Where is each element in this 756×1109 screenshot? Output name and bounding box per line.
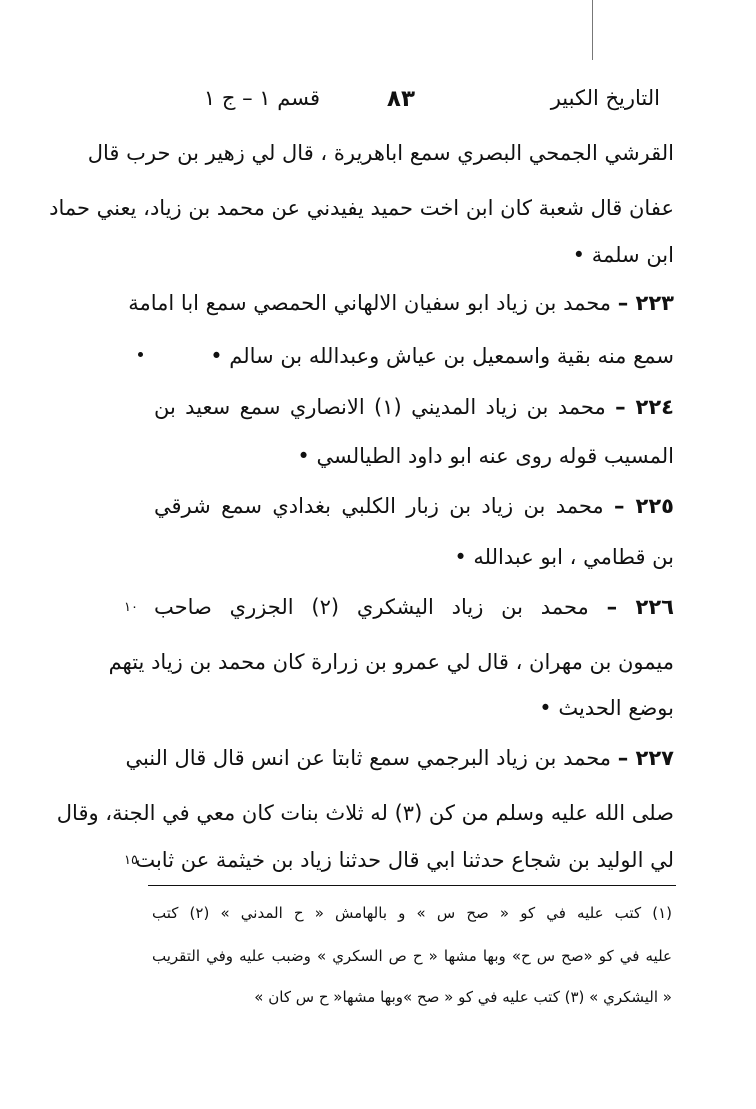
footnote-line: (١) كتب عليه في كو « صح س » و بالهامش « ح المدني » (٢) كتب [152, 904, 672, 922]
text-line: عفان قال شعبة كان ابن اخت حميد يفيدني عن محمد بن زياد، يعني حماد [49, 196, 674, 220]
entry-text: محمد بن زياد ابو سفيان الالهاني الحمصي سمع ابا امامة [128, 291, 612, 315]
entry-number: ٢٢٤ – [615, 395, 674, 419]
margin-dot [138, 352, 143, 357]
text-line: المسيب قوله روى عنه ابو داود الطيالسي • [297, 444, 674, 468]
entry-text: محمد بن زياد بن زبار الكلبي بغدادي سمع شرقي [154, 494, 604, 518]
entry-224 [154, 392, 674, 422]
margin-line-number: ١٠ [124, 600, 138, 615]
text-line: ابن سلمة • [572, 243, 674, 267]
entry-number: ٢٢٦ – [606, 595, 674, 619]
scan-artifact-line [592, 0, 595, 60]
header-book-title: التاريخ الكبير [550, 86, 660, 110]
entry-223 [128, 288, 674, 318]
entry-text: محمد بن زياد اليشكري (٢) الجزري صاحب [154, 595, 589, 619]
text-line: سمع منه بقية واسمعيل بن عياش وعبدالله بن سالم • [210, 344, 674, 368]
text-line: بوضع الحديث • [539, 696, 674, 720]
entry-225 [154, 491, 674, 521]
entry-text: محمد بن زياد البرجمي سمع ثابتا عن انس قال قال النبي [125, 746, 612, 770]
entry-number: ٢٢٣ – [617, 291, 674, 315]
entry-number: ٢٢٧ – [617, 746, 674, 770]
footnote-line: عليه في كو «صح س ح» وبها مشها « ح ص السكري » وضبب عليه وفي التقريب [152, 947, 672, 965]
entry-226 [154, 592, 674, 622]
margin-line-number: ١٥ [124, 853, 138, 868]
entry-text: محمد بن زياد المديني (١) الانصاري سمع سعيد بن [154, 395, 606, 419]
entry-227 [125, 743, 674, 773]
entry-number: ٢٢٥ – [614, 494, 674, 518]
footnote-line: « اليشكري » (٣) كتب عليه في كو « صح »وبها مشها« ح س كان » [254, 988, 672, 1006]
page-header [170, 86, 660, 120]
header-page-number: ٨٣ [386, 86, 415, 112]
text-line: بن قطامي ، ابو عبدالله • [454, 545, 674, 569]
header-part-volume: قسم ١ – ج ١ [203, 86, 320, 110]
text-line: ميمون بن مهران ، قال لي عمرو بن زرارة كان محمد بن زياد يتهم [108, 650, 674, 674]
text-line: صلى الله عليه وسلم من كن (٣) له ثلاث بنات كان معي في الجنة، وقال [56, 801, 674, 825]
footnote-separator [148, 885, 676, 886]
text-line: لي الوليد بن شجاع حدثنا ابي قال حدثنا زياد بن خيثمة عن ثابت [135, 848, 674, 872]
text-line: القرشي الجمحي البصري سمع اباهريرة ، قال لي زهير بن حرب قال [87, 141, 674, 165]
